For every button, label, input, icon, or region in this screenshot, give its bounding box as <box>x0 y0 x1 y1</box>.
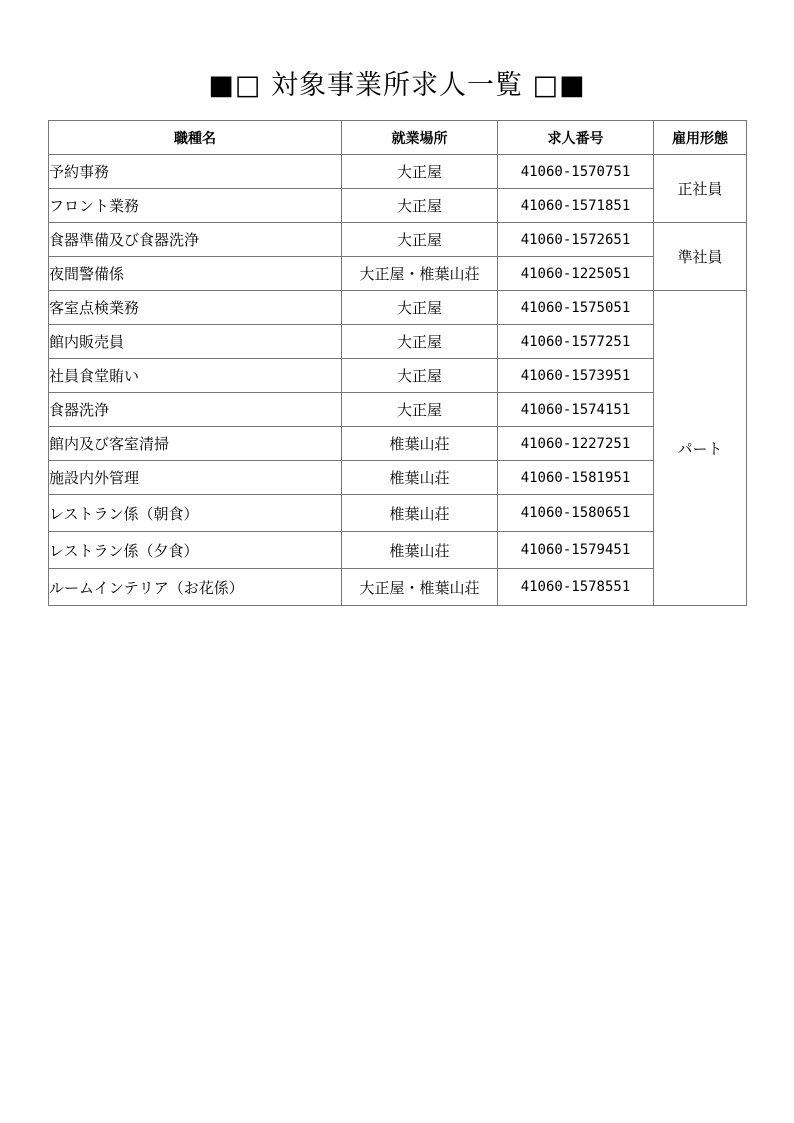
table-row <box>49 461 747 495</box>
location-cell: 大正屋 <box>342 189 498 223</box>
location-cell: 大正屋 <box>342 359 498 393</box>
table-row <box>49 532 747 569</box>
job-number-cell: 41060-1575051 <box>498 291 654 325</box>
header-job-number: 求人番号 <box>498 121 654 155</box>
job-number-cell: 41060-1571851 <box>498 189 654 223</box>
location-cell: 大正屋 <box>342 393 498 427</box>
job-number-cell: 41060-1578551 <box>498 569 654 606</box>
job-number-cell: 41060-1579451 <box>498 532 654 569</box>
job-number-cell: 41060-1227251 <box>498 427 654 461</box>
table-row <box>49 291 747 325</box>
table-row <box>49 257 747 291</box>
location-cell: 大正屋 <box>342 223 498 257</box>
table-row <box>49 359 747 393</box>
location-cell: 椎葉山荘 <box>342 495 498 532</box>
job-number-cell: 41060-1572651 <box>498 223 654 257</box>
location-cell: 椎葉山荘 <box>342 532 498 569</box>
job-number-cell: 41060-1577251 <box>498 325 654 359</box>
table-row <box>49 427 747 461</box>
location-cell: 大正屋 <box>342 155 498 189</box>
job-name-cell: 客室点検業務 <box>49 291 342 325</box>
location-cell: 大正屋 <box>342 325 498 359</box>
job-name-cell: 夜間警備係 <box>49 257 342 291</box>
job-number-cell: 41060-1573951 <box>498 359 654 393</box>
location-cell: 大正屋・椎葉山荘 <box>342 569 498 606</box>
job-name-cell: 食器準備及び食器洗浄 <box>49 223 342 257</box>
job-name-cell: レストラン係（夕食） <box>49 532 342 569</box>
employment-type-cell: 正社員 <box>654 155 747 223</box>
job-name-cell: レストラン係（朝食） <box>49 495 342 532</box>
job-name-cell: 施設内外管理 <box>49 461 342 495</box>
table-row <box>49 189 747 223</box>
location-cell: 大正屋 <box>342 291 498 325</box>
job-name-cell: 館内及び客室清掃 <box>49 427 342 461</box>
job-name-cell: 社員食堂賄い <box>49 359 342 393</box>
job-name-cell: 館内販売員 <box>49 325 342 359</box>
table-row <box>49 325 747 359</box>
job-name-cell: フロント業務 <box>49 189 342 223</box>
header-job-name: 職種名 <box>49 121 342 155</box>
table-row <box>49 569 747 606</box>
location-cell: 椎葉山荘 <box>342 427 498 461</box>
table-row <box>49 223 747 257</box>
table-row <box>49 155 747 189</box>
job-listing-table <box>48 120 747 606</box>
job-number-cell: 41060-1581951 <box>498 461 654 495</box>
page-title: ■□ 対象事業所求人一覧 □■ <box>208 70 586 101</box>
job-number-cell: 41060-1580651 <box>498 495 654 532</box>
employment-type-cell: 準社員 <box>654 223 747 291</box>
job-name-cell: 予約事務 <box>49 155 342 189</box>
job-name-cell: 食器洗浄 <box>49 393 342 427</box>
job-number-cell: 41060-1570751 <box>498 155 654 189</box>
table-header-row <box>49 121 747 155</box>
employment-type-cell: パート <box>654 291 747 606</box>
table-row <box>49 393 747 427</box>
table-row <box>49 495 747 532</box>
job-number-cell: 41060-1574151 <box>498 393 654 427</box>
header-location: 就業場所 <box>342 121 498 155</box>
location-cell: 大正屋・椎葉山荘 <box>342 257 498 291</box>
header-employment-type: 雇用形態 <box>654 121 747 155</box>
location-cell: 椎葉山荘 <box>342 461 498 495</box>
job-name-cell: ルームインテリア（お花係） <box>49 569 342 606</box>
job-number-cell: 41060-1225051 <box>498 257 654 291</box>
